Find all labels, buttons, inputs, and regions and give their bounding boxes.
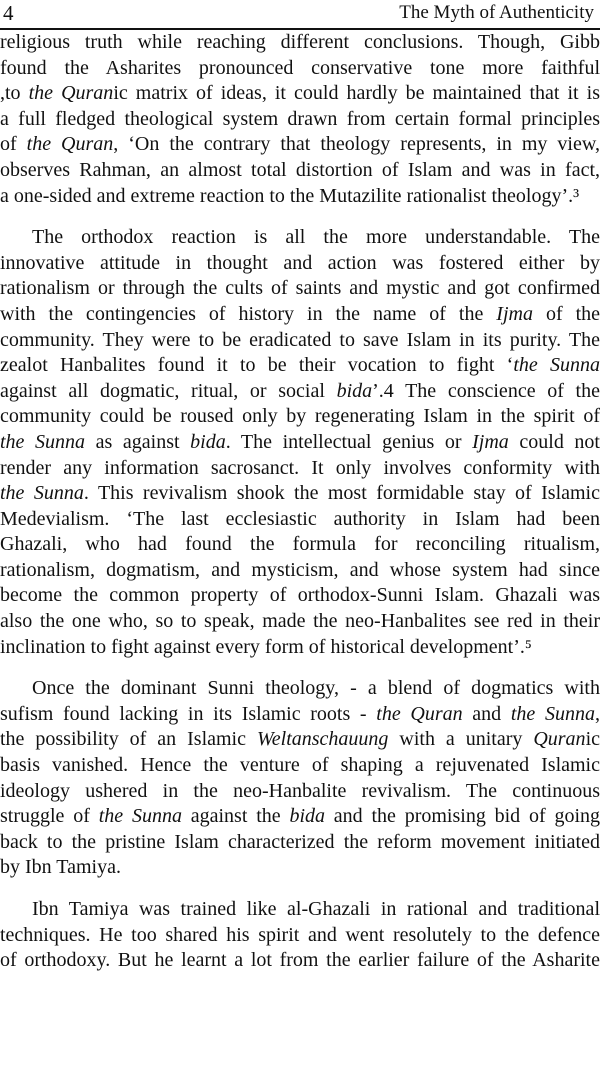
text-line: community. They were to be eradicated to save Islam in its purity. The xyxy=(0,328,600,351)
text-line: the Sunna. This revivalism shook the most formidable stay of Islamic xyxy=(0,482,600,505)
page-header xyxy=(0,0,600,30)
text-line: found the Asharites pronounced conservative tone more faithful xyxy=(0,56,600,79)
text-line: also the one who, so to speak, made the neo-Hanbalites see red in their xyxy=(0,610,600,633)
paragraph xyxy=(0,30,600,209)
running-title: The Myth of Authenticity xyxy=(399,2,594,23)
text-line: Medevialism. ‘The last ecclesiastic authority in Islam had been xyxy=(0,507,600,530)
text-line: community could be roused only by regenerating Islam in the spirit of xyxy=(0,405,600,428)
text-line: basis vanished. Hence the venture of shaping a rejuvenated Islamic xyxy=(0,754,600,777)
text-line: a full fledged theological system drawn from certain formal principles xyxy=(0,107,600,130)
text-line: zealot Hanbalites found it to be their vocation to fight ‘the Sunna xyxy=(0,354,600,377)
text-line: Once the dominant Sunni theology, - a blend of dogmatics with xyxy=(32,677,600,700)
text-line: inclination to fight against every form of historical development’.⁵ xyxy=(0,635,532,658)
paragraph xyxy=(0,225,600,660)
text-line: become the common property of orthodox-Sunni Islam. Ghazali was xyxy=(0,584,600,607)
text-line: religious truth while reaching different conclusions. Though, Gibb xyxy=(0,31,600,53)
text-line: of orthodoxy. But he learnt a lot from the earlier failure of the Asharite xyxy=(0,949,600,972)
text-line: Ibn Tamiya was trained like al-Ghazali in rational and traditional xyxy=(32,898,600,920)
text-line: The orthodox reaction is all the more understandable. The xyxy=(32,226,600,249)
paragraph xyxy=(0,897,600,974)
text-line: of the Quran, ‘On the contrary that theology represents, in my view, xyxy=(0,133,600,156)
text-line: ,to the Quranic matrix of ideas, it could hardly be maintained that it is xyxy=(0,82,600,105)
text-line: rationalism, dogmatism, and mysticism, and whose system had since xyxy=(0,558,600,581)
text-line: innovative attitude in thought and action was fostered either by xyxy=(0,251,600,274)
page-number: 4 xyxy=(3,1,14,25)
text-line: against all dogmatic, ritual, or social bida’.4 The conscience of the xyxy=(0,379,600,402)
text-line: techniques. He too shared his spirit and went resolutely to the defence xyxy=(0,923,600,946)
text-line: sufism found lacking in its Islamic roots - the Quran and the Sunna, xyxy=(0,702,600,725)
paragraph xyxy=(0,676,600,881)
text-line: the Sunna as against bida. The intellectual genius or Ijma could not xyxy=(0,430,600,453)
text-line: ideology ushered in the neo-Hanbalite revivalism. The continuous xyxy=(0,779,600,802)
text-line: the possibility of an Islamic Weltanschauung with a unitary Quranic xyxy=(0,728,600,751)
text-line: struggle of the Sunna against the bida and the promising bid of going xyxy=(0,805,600,828)
text-line: with the contingencies of history in the name of the Ijma of the xyxy=(0,302,600,325)
text-line: a one-sided and extreme reaction to the Mutazilite rationalist theology’.³ xyxy=(0,184,580,207)
text-line: back to the pristine Islam characterized the reform movement initiated xyxy=(0,830,600,853)
text-line: rationalism or through the cults of saints and mystic and got confirmed xyxy=(0,277,600,300)
text-line: Ghazali, who had found the formula for reconciling ritualism, xyxy=(0,533,600,556)
text-line: by Ibn Tamiya. xyxy=(0,856,121,879)
text-line: render any information sacrosanct. It only involves conformity with xyxy=(0,456,600,479)
text-line: observes Rahman, an almost total distortion of Islam and was in fact, xyxy=(0,158,600,181)
body-text xyxy=(0,30,600,974)
